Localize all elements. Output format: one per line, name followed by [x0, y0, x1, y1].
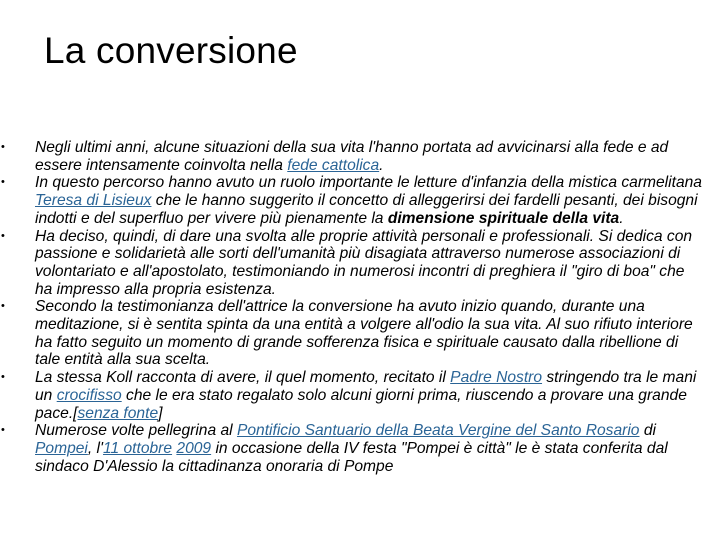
link-2009[interactable]: 2009	[176, 439, 212, 457]
bullet-list	[1, 139, 702, 475]
bullet-text: ]	[158, 404, 163, 422]
link-11-ottobre[interactable]: 11 ottobre	[102, 439, 173, 457]
bullet-text: Numerose volte pellegrina al	[35, 422, 237, 440]
bullet-text: Negli ultimi anni, alcune situazioni della sua vita l'hanno portata ad avvicinarsi alla fede e ad essere intensamente coinvolta nella	[35, 139, 669, 174]
bullet-dot-icon: •	[1, 371, 5, 384]
bullet-text: , l'	[87, 439, 103, 457]
bold-text: dimensione spirituale della vita	[387, 209, 620, 227]
slide-title: La conversione	[44, 30, 298, 71]
bullet-item	[1, 422, 702, 475]
bullet-item	[1, 174, 702, 227]
link-senza-fonte[interactable]: senza fonte	[77, 404, 159, 422]
bullet-item	[1, 227, 702, 299]
bullet-text: che le hanno suggerito il concetto di alleggerirsi dei fardelli pesanti, dei bisogni indotti e del superfluo per vivere più pienamente la	[35, 192, 698, 227]
bullet-text: che le era stato regalato solo alcuni giorni prima, riuscendo a provare una grande pace.[	[35, 386, 687, 422]
bullet-item	[1, 298, 702, 369]
bullet-text: Ha deciso, quindi, di dare una svolta alle proprie attività personali e professionali. Si dedica con passione e solidarietà alle sorti dell'umanità più disagiata attraverso numerose associazioni di volontariato e all'apostolato, testimoniando in numerosi incontri di preghiera il "giro di boa" che ha impresso alla propria esistenza.	[35, 227, 693, 298]
link-crocifisso[interactable]: crocifisso	[56, 386, 122, 404]
bullet-dot-icon: •	[1, 176, 5, 189]
bullet-text: stringendo tra le mani un	[35, 369, 697, 404]
bullet-text: La stessa Koll racconta di avere, il quel momento, recitato il	[35, 369, 451, 387]
link-padre-nostro[interactable]: Padre Nostro	[450, 369, 543, 387]
bullet-dot-icon: •	[1, 229, 5, 242]
bullet-item	[1, 369, 702, 422]
bullet-text: In questo percorso hanno avuto un ruolo importante le letture d'infanzia della mistica carmelitana	[35, 174, 702, 192]
bullet-item	[1, 139, 702, 174]
bullet-dot-icon: •	[1, 424, 5, 437]
link-teresa-di-lisieux[interactable]: Teresa di Lisieux	[35, 192, 152, 210]
link-fede-cattolica[interactable]: fede cattolica	[287, 156, 380, 174]
link-pompei[interactable]: Pompei	[35, 439, 88, 457]
link-santuario-pompei[interactable]: Pontificio Santuario della Beata Vergine del Santo Rosario	[236, 422, 640, 440]
bullet-text: in occasione della IV festa "Pompei è città" le è stata conferita dal sindaco D'Alessio la cittadinanza onoraria di Pompe	[35, 439, 668, 475]
bullet-text: .	[379, 156, 384, 174]
bullet-dot-icon: •	[1, 141, 5, 153]
bullet-text: di	[639, 422, 656, 440]
bullet-dot-icon: •	[1, 300, 5, 313]
bullet-text: .	[619, 209, 624, 227]
bullet-text: Secondo la testimonianza dell'attrice la conversione ha avuto inizio quando, durante una meditazione, si è sentita spinta da una entità a volgere all'odio la sua vita. Al suo rifiuto interiore ha fatto seguito un momento di grande sofferenza fisica e spirituale causato dalla ribellione di tale entità alla sua scelta.	[35, 298, 693, 369]
